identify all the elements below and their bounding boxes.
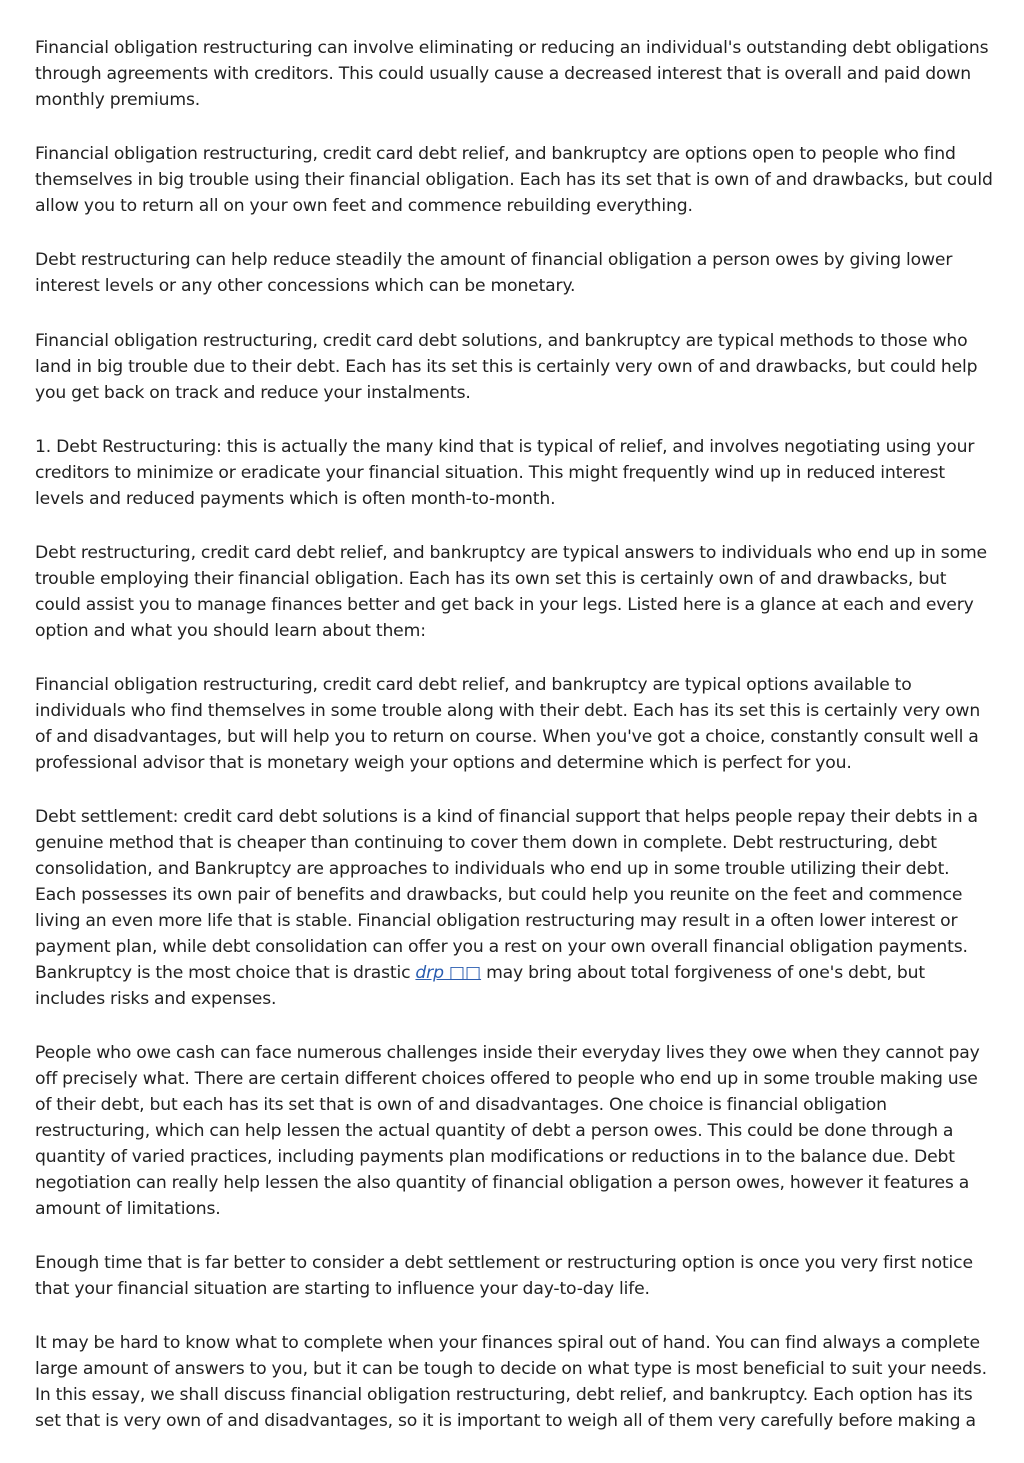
drp-link[interactable]: drp □□ [415, 962, 482, 983]
paragraph-8-text-before: Debt settlement: credit card debt solutions is a kind of financial support that helps people repay their debts in a genuine method that is cheaper than continuing to cover them down in complete. Debt restructuring, debt consolidation, and Bankruptcy are approaches to individuals who end up in some trouble utilizing their debt. Each possesses its own pair of benefits and drawbacks, but could help you reunite on the feet and commence living an even more life that is stable. Financial obligation restructuring may result in a often lower interest or payment plan, while debt consolidation can offer you a rest on your own overall financial obligation payments. Bankruptcy is the most choice that is drastic [35, 807, 978, 983]
paragraph-5: 1. Debt Restructuring: this is actually the many kind that is typical of relief, and involves negotiating using your creditors to minimize or eradicate your financial situation. This might frequently wind up in reduced interest levels and reduced payments which is often month-to-month. [35, 436, 975, 509]
paragraph-7: Financial obligation restructuring, credit card debt relief, and bankruptcy are typical options available to individuals who find themselves in some trouble along with their debt. Each has its set this is certainly very own of and disadvantages, but will help you to return on course. When you've got a choice, constantly consult well a professional advisor that is monetary weigh your options and determine which is perfect for you. [35, 675, 981, 774]
paragraph-8 [35, 805, 995, 1012]
paragraph-6: Debt restructuring, credit card debt relief, and bankruptcy are typical answers to individuals who end up in some trouble employing their financial obligation. Each has its own set this is certainly own of and drawbacks, but could assist you to manage finances better and get back in your legs. Listed here is a glance at each and every option and what you should learn about them: [35, 543, 987, 641]
paragraph-8-text-after: may bring about total forgiveness of one's debt, but includes risks and expenses. [35, 962, 925, 1009]
paragraph-4: Financial obligation restructuring, credit card debt solutions, and bankruptcy are typical methods to those who land in big trouble due to their debt. Each has its set this is certainly very own of and drawbacks, but could help you get back on track and reduce your instalments. [35, 330, 978, 403]
paragraph-9: People who owe cash can face numerous challenges inside their everyday lives they owe when they cannot pay off precisely what. There are certain different choices offered to people who end up in some trouble making use of their debt, but each has its set that is own of and disadvantages. One choice is financial obligation restructuring, which can help lessen the actual quantity of debt a person owes. This could be done through a quantity of varied practices, including payments plan modifications or reductions in to the balance due. Debt negotiation can really help lessen the also quantity of financial obligation a person owes, however it features a amount of limitations. [35, 1043, 980, 1219]
document-body [35, 36, 995, 1463]
paragraph-3: Debt restructuring can help reduce steadily the amount of financial obligation a person owes by giving lower interest levels or any other concessions which can be monetary. [35, 250, 953, 297]
paragraph-10: Enough time that is far better to consider a debt settlement or restructuring option is once you very first notice that your financial situation are starting to influence your day-to-day life. [35, 1253, 973, 1299]
paragraph-2: Financial obligation restructuring, credit card debt relief, and bankruptcy are options open to people who find themselves in big trouble using their financial obligation. Each has its set that is own of and drawbacks, but could allow you to return all on your own feet and commence rebuilding everything. [35, 144, 993, 217]
paragraph-1: Financial obligation restructuring can involve eliminating or reducing an individual's outstanding debt obligations through agreements with creditors. This could usually cause a decreased interest that is overall and paid down monthly premiums. [35, 38, 989, 110]
paragraph-11: It may be hard to know what to complete when your finances spiral out of hand. You can find always a complete large amount of answers to you, but it can be tough to decide on what type is most beneficial to suit your needs. In this essay, we shall discuss financial obligation restructuring, debt relief, and bankruptcy. Each option has its set that is very own of and disadvantages, so it is important to weigh all of them very carefully before making a [35, 1333, 987, 1432]
